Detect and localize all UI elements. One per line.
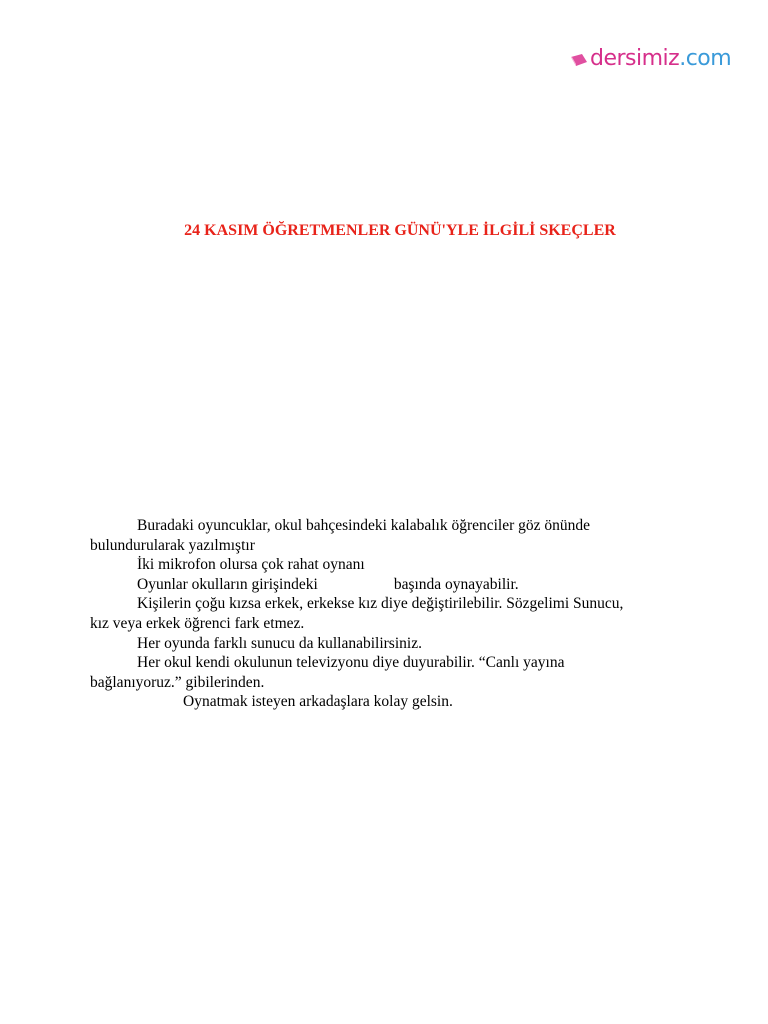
paragraph-3-part-1: Oyunlar okulların girişindeki <box>137 575 318 593</box>
paragraph-3-part-2: başında oynayabilir. <box>393 575 519 593</box>
paragraph-3 <box>90 575 730 595</box>
book-icon <box>570 53 588 67</box>
paragraph-5: Her oyunda farklı sunucu da kullanabilirsiniz. <box>137 634 422 652</box>
document-title: 24 KASIM ÖĞRETMENLER GÜNÜ'YLE İLGİLİ SKEÇLER <box>184 222 616 239</box>
paragraph-4-line-1: Kişilerin çoğu kızsa erkek, erkekse kız diye değiştirilebilir. Sözgelimi Sunucu, <box>137 595 624 613</box>
paragraph-7: Oynatmak isteyen arkadaşlara kolay gelsin. <box>183 693 453 711</box>
document-body <box>90 516 730 712</box>
paragraph-6-line-2: bağlanıyoruz.” gibilerinden. <box>90 673 265 691</box>
paragraph-2: İki mikrofon olursa çok rahat oynanı <box>137 556 365 574</box>
paragraph-4-line-2: kız veya erkek öğrenci fark etmez. <box>90 614 305 632</box>
logo-name: dersimiz <box>590 45 680 71</box>
site-logo[interactable] <box>570 44 731 72</box>
paragraph-1-line-1: Buradaki oyuncuklar, okul bahçesindeki kalabalık öğrenciler göz önünde <box>137 517 591 534</box>
paragraph-6-line-1: Her okul kendi okulunun televizyonu diye duyurabilir. “Canlı yayına <box>137 654 565 672</box>
logo-tld: .com <box>679 45 732 71</box>
paragraph-1-line-2: bulundurularak yazılmıştır <box>90 536 255 554</box>
